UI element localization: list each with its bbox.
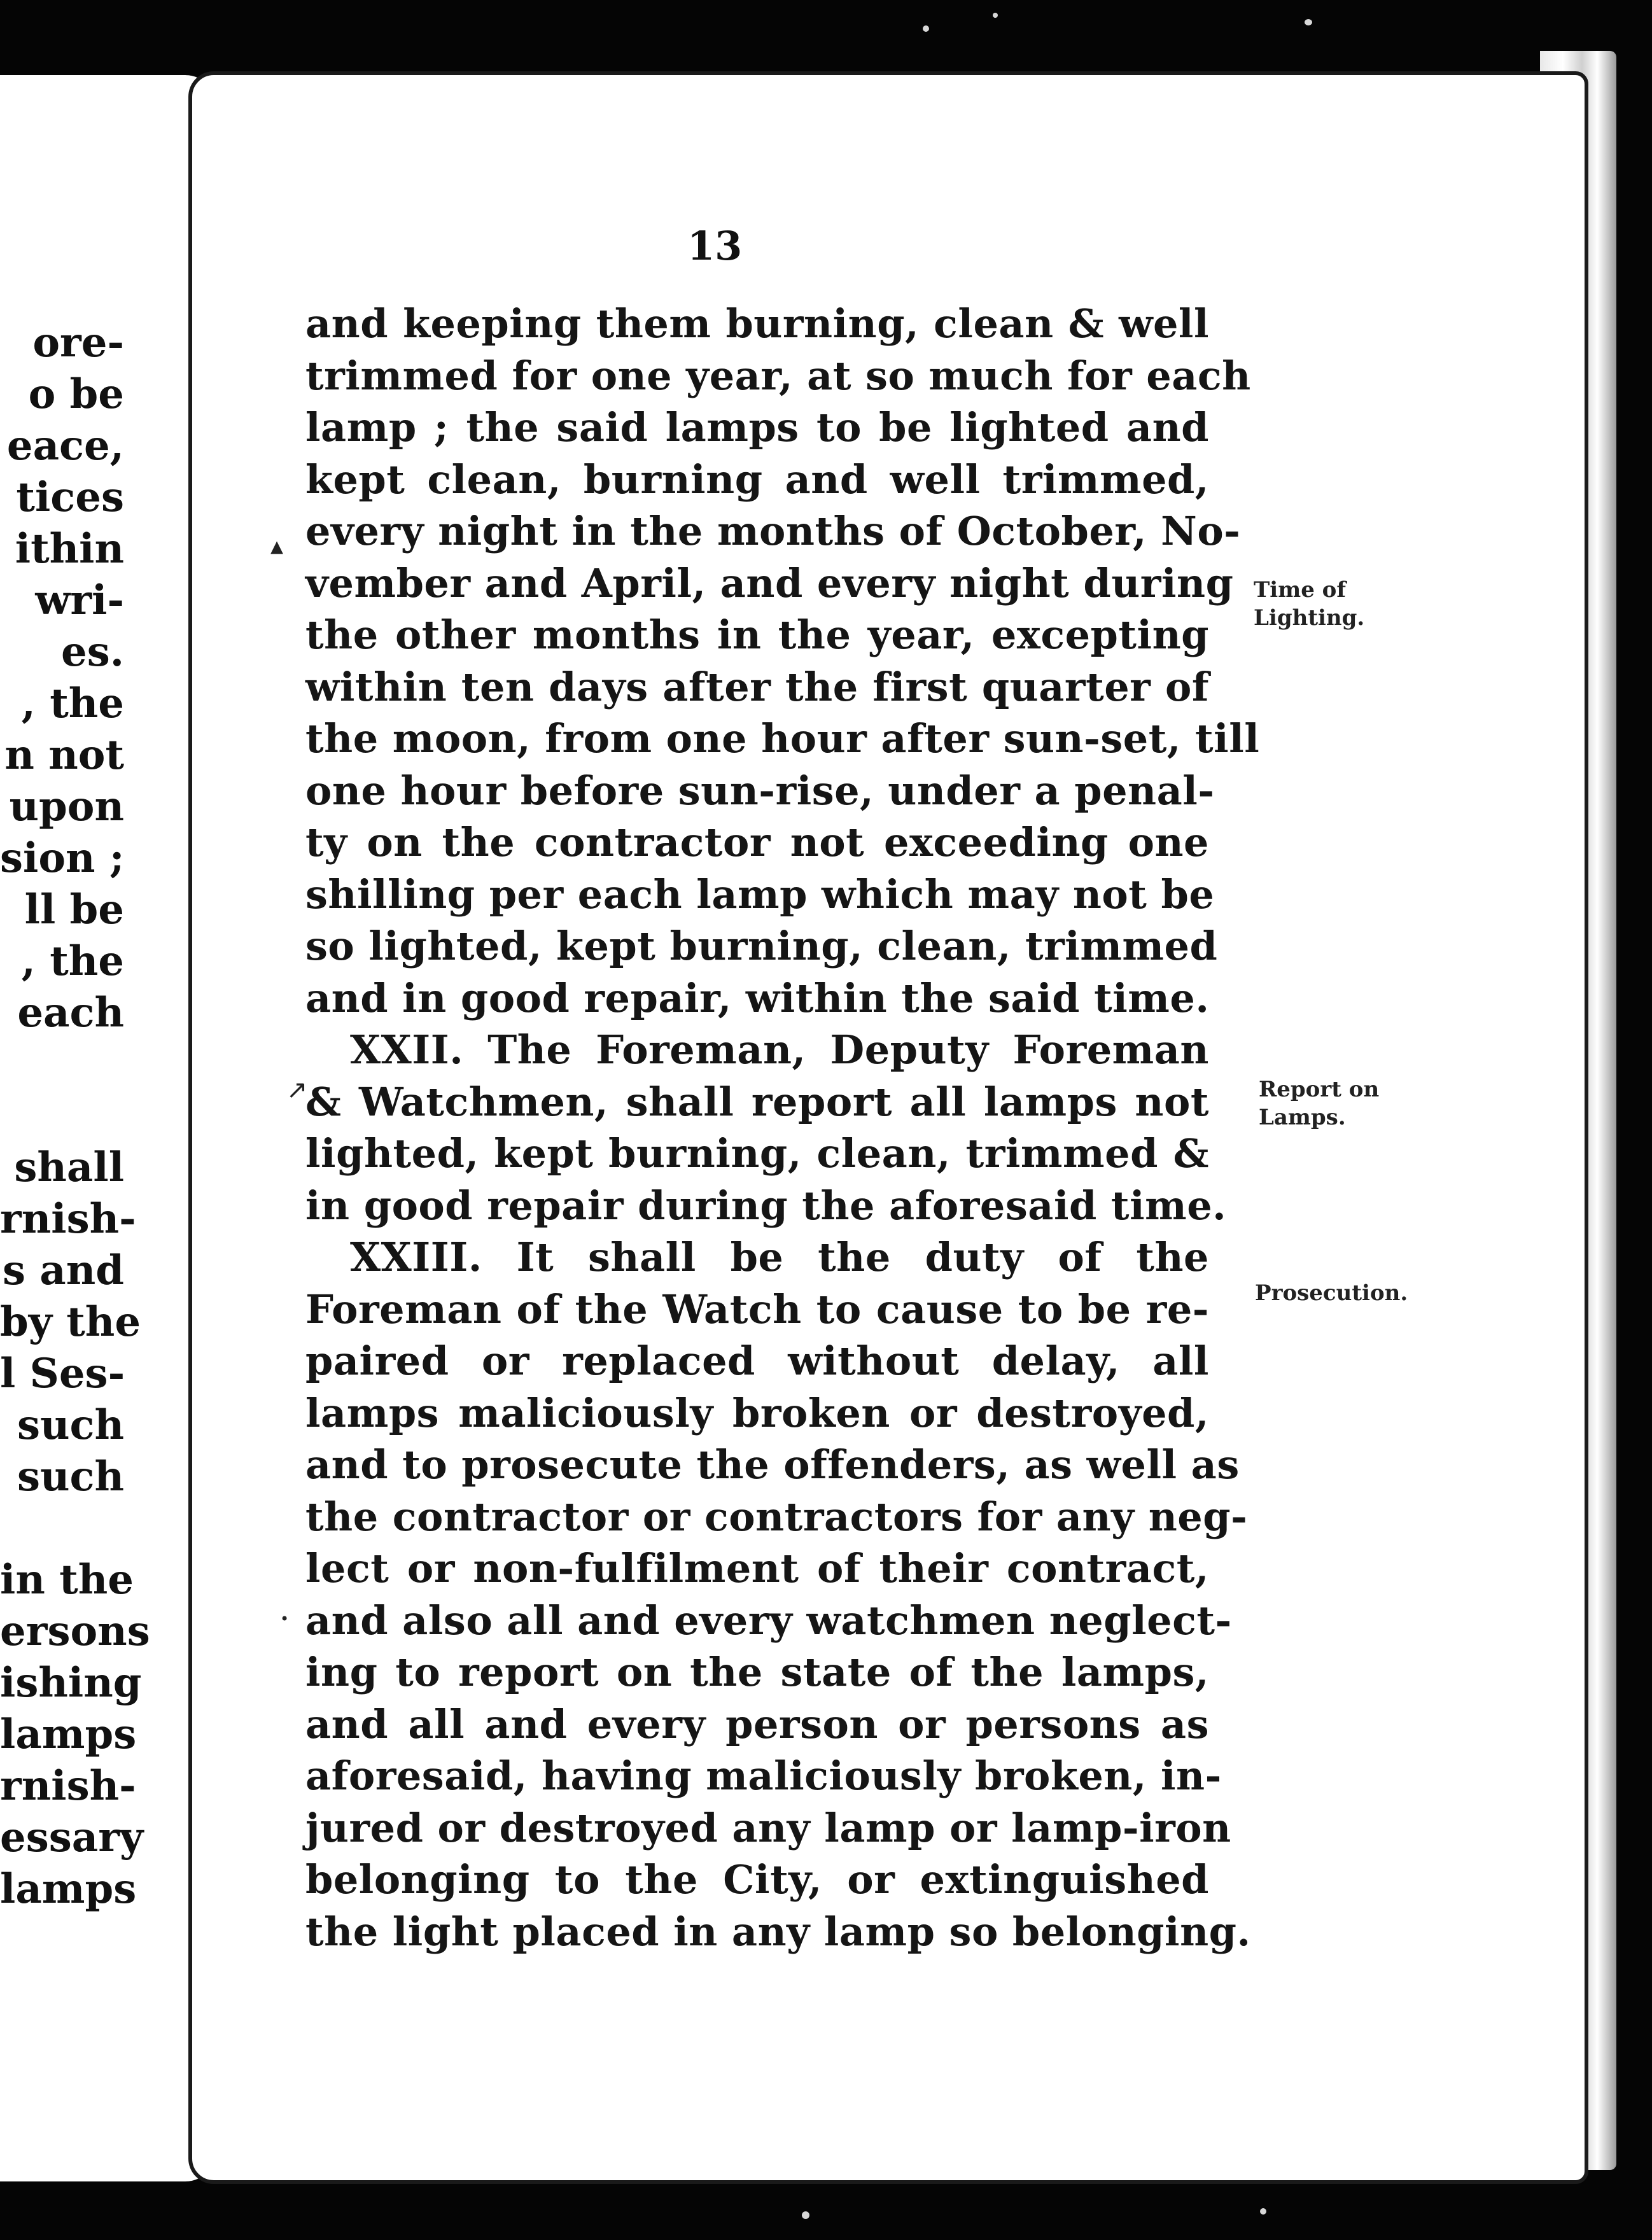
- body-text: [305, 298, 1260, 1957]
- body-line: in good repair during the aforesaid time.: [305, 1182, 1227, 1229]
- left-line: wri-: [35, 577, 124, 624]
- printer-mark-arrow: ↗: [286, 1075, 308, 1105]
- left-line: ithin: [15, 525, 124, 573]
- left-line: in the: [0, 1556, 134, 1604]
- body-line: the other months in the year, excepting: [305, 612, 1209, 658]
- left-line: shall: [14, 1144, 124, 1191]
- left-line: lamps: [0, 1711, 137, 1758]
- margin-note-prosecution: [1255, 1279, 1408, 1307]
- body-line: lamp ; the said lamps to be lighted and: [305, 404, 1209, 451]
- left-line: ishing: [0, 1659, 142, 1707]
- body-line: belonging to the City, or extinguished: [305, 1856, 1209, 1903]
- body-line: within ten days after the first quarter of: [305, 663, 1209, 710]
- body-line: shilling per each lamp which may not be: [305, 871, 1215, 918]
- body-line: trimmed for one year, at so much for each: [305, 352, 1251, 399]
- left-line: ersons: [0, 1607, 150, 1655]
- scan-speck: [923, 25, 929, 32]
- left-line: [0, 1090, 220, 1142]
- body-line: vember and April, and every night during: [305, 559, 1234, 606]
- left-line: lamps: [0, 1865, 137, 1913]
- left-line: rnish-: [0, 1762, 136, 1810]
- margin-note-line: Lighting.: [1254, 605, 1365, 631]
- body-line: one hour before sun-rise, under a penal-: [305, 767, 1215, 814]
- body-line: ty on the contractor not exceeding one: [305, 819, 1209, 865]
- left-line: sion ;: [0, 834, 125, 882]
- scan-speck: [802, 2211, 809, 2219]
- margin-note-time-of-lighting: [1254, 576, 1364, 632]
- left-line: such: [17, 1401, 124, 1449]
- body-line: & Watchmen, shall report all lamps not: [305, 1078, 1209, 1125]
- page-number: 13: [687, 223, 743, 269]
- body-line: jured or destroyed any lamp or lamp-iron: [305, 1804, 1231, 1851]
- body-line: every night in the months of October, No-: [305, 508, 1241, 554]
- body-line: kept clean, burning and well trimmed,: [305, 456, 1209, 503]
- left-line: by the: [0, 1298, 141, 1346]
- left-line: n not: [4, 731, 124, 779]
- left-line: [0, 1039, 220, 1090]
- body-line: so lighted, kept burning, clean, trimmed: [305, 923, 1218, 969]
- body-line: and in good repair, within the said time.: [305, 974, 1210, 1021]
- left-line: , the: [21, 680, 124, 727]
- body-line: lighted, kept burning, clean, trimmed &: [305, 1130, 1209, 1177]
- body-line: the moon, from one hour after sun-set, till: [305, 715, 1260, 762]
- scan-speck: [1305, 19, 1312, 25]
- body-line: and also all and every watchmen neglect-: [305, 1597, 1232, 1644]
- body-line: ing to report on the state of the lamps,: [305, 1649, 1209, 1695]
- body-line: Foreman of the Watch to cause to be re-: [305, 1285, 1209, 1333]
- margin-note-line: Report on: [1259, 1077, 1380, 1102]
- left-line: each: [17, 989, 124, 1037]
- scan-speck: [1260, 2208, 1266, 2215]
- body-line: and all and every person or persons as: [305, 1700, 1209, 1747]
- section-xxii-heading-line: XXII. The Foreman, Deputy Foreman: [350, 1026, 1209, 1073]
- left-line: es.: [60, 628, 124, 676]
- body-line: aforesaid, having maliciously broken, in-: [305, 1753, 1222, 1799]
- body-line: and to prosecute the offenders, as well as: [305, 1441, 1240, 1488]
- left-line: essary: [0, 1814, 144, 1861]
- section-xxiii-heading-line: XXIII. It shall be the duty of the: [350, 1234, 1209, 1280]
- body-line: and keeping them burning, clean & well: [305, 300, 1209, 347]
- left-line: eace,: [6, 422, 124, 470]
- left-line: upon: [9, 783, 124, 830]
- margin-note-report-on-lamps: [1259, 1075, 1379, 1131]
- left-line: l Ses-: [0, 1350, 125, 1397]
- body-line: the contractor or contractors for any neg-: [305, 1493, 1248, 1540]
- margin-note-line: Lamps.: [1259, 1105, 1346, 1130]
- left-line: rnish-: [0, 1195, 136, 1243]
- left-line: , the: [21, 937, 124, 985]
- scan-speck: [993, 13, 998, 18]
- left-line: ll be: [24, 886, 124, 934]
- left-page-text: [0, 317, 220, 1915]
- left-line: o be: [28, 370, 124, 418]
- body-line: paired or replaced without delay, all: [305, 1338, 1209, 1384]
- left-line: ore-: [32, 319, 124, 367]
- left-line: [0, 1502, 220, 1554]
- left-line: such: [17, 1453, 124, 1501]
- margin-note-line: Prosecution.: [1255, 1280, 1408, 1306]
- left-line: tices: [16, 473, 124, 521]
- body-line: lamps maliciously broken or destroyed,: [305, 1389, 1209, 1436]
- body-line: lect or non-fulfilment of their contract,: [305, 1545, 1209, 1592]
- body-line: the light placed in any lamp so belonging.: [305, 1908, 1251, 1955]
- printer-mark-arrow: ▴: [270, 531, 284, 561]
- left-line: s and: [2, 1247, 124, 1294]
- printer-mark-dot: •: [280, 1610, 290, 1628]
- margin-note-line: Time of: [1254, 577, 1346, 603]
